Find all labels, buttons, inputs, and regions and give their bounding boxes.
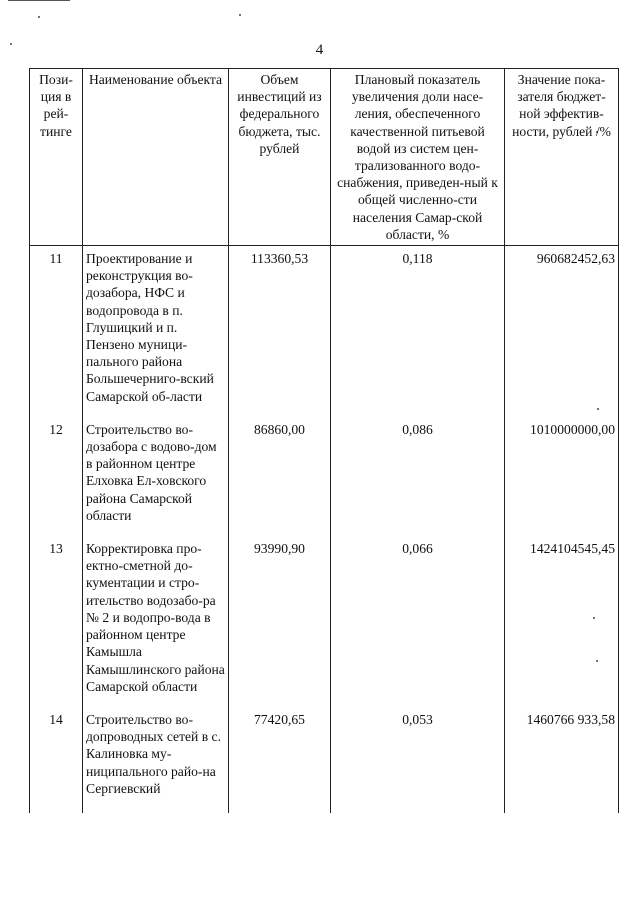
table-row	[30, 421, 619, 540]
cell-investment: 77420,65	[229, 711, 331, 813]
cell-budget-efficiency: 1460766 933,58	[505, 711, 619, 813]
header-investment: Объем инвестиций из федерального бюджета, тыс. рублей	[229, 69, 331, 246]
cell-position: 13	[30, 540, 83, 711]
cell-object-name: Корректировка про-ектно-сметной до-кументации и стро-ительство водозабо-ра № 2 и водопро-вода в районном центре Камышла Камышлинского района Самарской области	[83, 540, 229, 711]
cell-object-name: Строительство во-дозабора с водово-дом в районном центре Елховка Ел-ховского района Самарской области	[83, 421, 229, 540]
table-row	[30, 711, 619, 813]
top-edge-line	[8, 0, 70, 1]
header-object-name: Наименование объекта	[83, 69, 229, 246]
cell-position: 11	[30, 246, 83, 421]
cell-object-name: Строительство во-допроводных сетей в с. Калиновка му-ниципального райо-на Сергиевский	[83, 711, 229, 813]
cell-position: 12	[30, 421, 83, 540]
table-row	[30, 246, 619, 421]
table-header	[30, 69, 619, 246]
header-position: Пози-ция в рей-тинге	[30, 69, 83, 246]
cell-budget-efficiency: 960682452,63	[505, 246, 619, 421]
cell-investment: 113360,53	[229, 246, 331, 421]
header-budget-efficiency: Значение пока-зателя бюджет-ной эффектив-ности, рублей /%	[505, 69, 619, 246]
cell-budget-efficiency: 1010000000,00	[505, 421, 619, 540]
investment-table	[29, 68, 619, 813]
cell-population-share: 0,066	[331, 540, 505, 711]
cell-population-share: 0,118	[331, 246, 505, 421]
cell-population-share: 0,053	[331, 711, 505, 813]
cell-investment: 93990,90	[229, 540, 331, 711]
cell-object-name: Проектирование и реконструкция во-дозабора, НФС и водопровода в п. Глушицкий и п. Пензено муници-пального района Большечерниго-вский Самарской об-ласти	[83, 246, 229, 421]
scan-speck	[239, 14, 241, 16]
cell-position: 14	[30, 711, 83, 813]
scan-speck	[38, 16, 40, 18]
header-population-share: Плановый показатель увеличения доли насе-ления, обеспеченного качественной питьевой водой из систем цен-трализованного водо-снабжения, приведен-ный к общей численно-сти населения Самар-ской области, %	[331, 69, 505, 246]
cell-budget-efficiency: 1424104545,45	[505, 540, 619, 711]
cell-population-share: 0,086	[331, 421, 505, 540]
table-row	[30, 540, 619, 711]
cell-investment: 86860,00	[229, 421, 331, 540]
page-number: 4	[315, 42, 324, 58]
